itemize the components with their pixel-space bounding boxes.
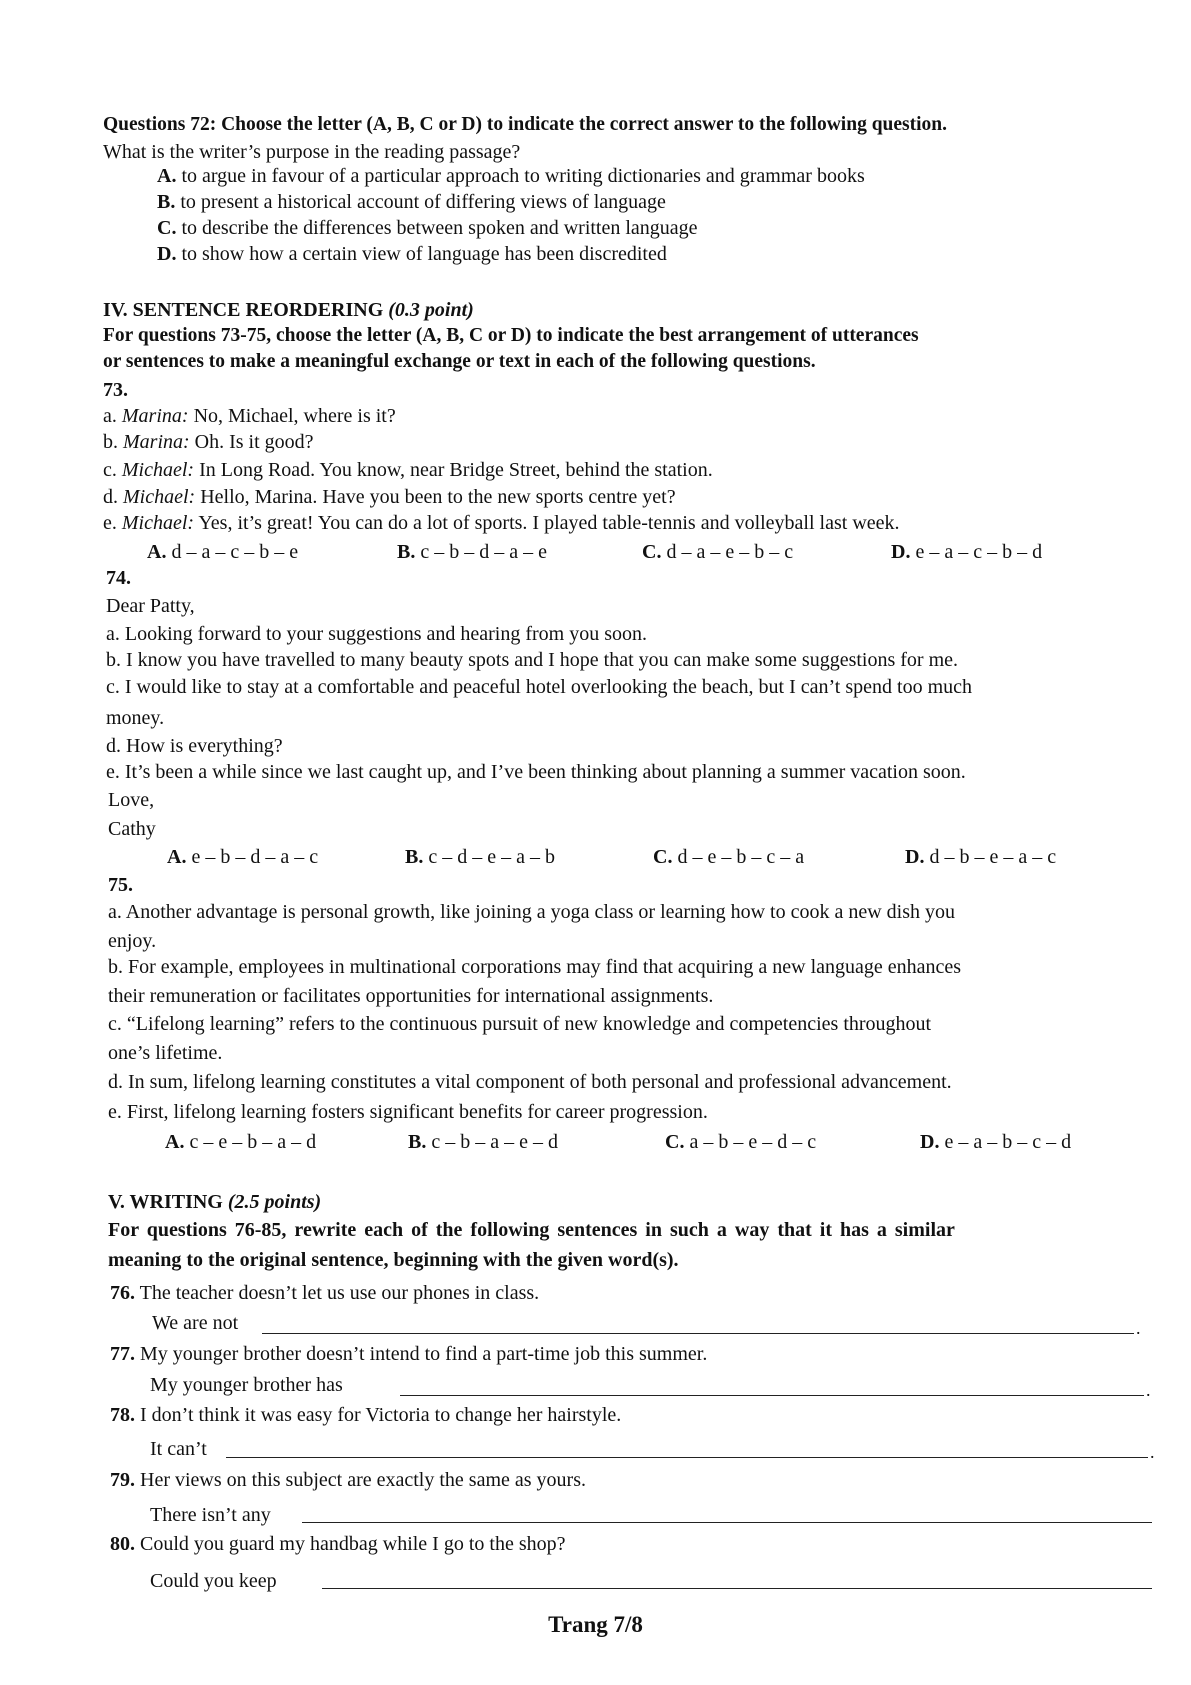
page-number: Trang 7/8 [548, 1612, 643, 1637]
section4-instruction-1: For questions 73-75, choose the letter (A, B, C or D) to indicate the best arrangement of utterances [103, 325, 919, 346]
q76-sentence: 76. The teacher doesn’t let us use our phones in class. [110, 1282, 540, 1304]
q74-option-b: B. c – d – e – a – b [405, 846, 555, 868]
q74-line-a: a. Looking forward to your suggestions and hearing from you soon. [106, 623, 648, 645]
q75-option-d: D. e – a – b – c – d [920, 1131, 1072, 1153]
q75-option-c: C. a – b – e – d – c [665, 1131, 817, 1153]
q73-number: 73. [103, 379, 128, 401]
q75-option-b: B. c – b – a – e – d [408, 1131, 558, 1153]
q73-line-e: e. Michael: Yes, it’s great! You can do a lot of sports. I played table-tennis and volleyball last week. [103, 512, 900, 534]
q72-heading: Questions 72: Choose the letter (A, B, C or D) to indicate the correct answer to the following question. [103, 114, 948, 135]
q79-start: There isn’t any [150, 1504, 271, 1526]
q75-line-d: d. In sum, lifelong learning constitutes a vital component of both personal and professional advancement. [108, 1071, 952, 1093]
q73-line-c: c. Michael: In Long Road. You know, near Bridge Street, behind the station. [103, 459, 713, 481]
q79-answer-line[interactable] [302, 1522, 1152, 1523]
q76-start: We are not [152, 1312, 239, 1334]
q74-option-d: D. d – b – e – a – c [905, 846, 1057, 868]
q80-answer-line[interactable] [322, 1588, 1152, 1589]
q73-line-a: a. Marina: No, Michael, where is it? [103, 405, 396, 427]
q80-sentence: 80. Could you guard my handbag while I go to the shop? [110, 1533, 566, 1555]
q73-option-b: B. c – b – d – a – e [397, 541, 547, 563]
q73-option-a: A. d – a – c – b – e [147, 541, 299, 563]
q75-option-a: A. c – e – b – a – d [165, 1131, 317, 1153]
q80-start: Could you keep [150, 1570, 277, 1592]
q73-line-b: b. Marina: Oh. Is it good? [103, 431, 314, 453]
q77-sentence: 77. My younger brother doesn’t intend to find a part-time job this summer. [110, 1343, 708, 1365]
section5-instruction-2: meaning to the original sentence, beginning with the given word(s). [108, 1249, 679, 1271]
q74-greeting: Dear Patty, [106, 595, 195, 617]
q75-line-e: e. First, lifelong learning fosters significant benefits for career progression. [108, 1101, 708, 1123]
q72-question: What is the writer’s purpose in the reading passage? [103, 141, 521, 163]
q74-number: 74. [106, 567, 131, 589]
section5-heading: V. WRITING (2.5 points) [108, 1191, 322, 1213]
q72-option-c: C. to describe the differences between spoken and written language [157, 217, 698, 239]
section5-instruction-1: For questions 76-85, rewrite each of the following sentences in such a way that it has a similar [108, 1219, 955, 1241]
q76-answer-line[interactable] [262, 1333, 1134, 1334]
q74-line-d: d. How is everything? [106, 735, 283, 757]
q78-period: . [1150, 1442, 1155, 1462]
q73-line-d: d. Michael: Hello, Marina. Have you been to the new sports centre yet? [103, 486, 676, 508]
q75-line-c1: c. “Lifelong learning” refers to the continuous pursuit of new knowledge and competencies throughout [108, 1013, 932, 1035]
q75-line-c2: one’s lifetime. [108, 1042, 223, 1064]
q77-answer-line[interactable] [400, 1395, 1144, 1396]
q77-period: . [1146, 1380, 1151, 1400]
q75-line-a1: a. Another advantage is personal growth, like joining a yoga class or learning how to cook a new dish you [108, 901, 956, 923]
q74-line-e: e. It’s been a while since we last caught up, and I’ve been thinking about planning a summer vacation soon. [106, 761, 966, 783]
q78-sentence: 78. I don’t think it was easy for Victoria to change her hairstyle. [110, 1404, 622, 1426]
q72-option-d: D. to show how a certain view of language has been discredited [157, 243, 667, 265]
q74-line-b: b. I know you have travelled to many beauty spots and I hope that you can make some suggestions for me. [106, 649, 959, 671]
q72-option-b: B. to present a historical account of differing views of language [157, 191, 666, 213]
q75-line-b1: b. For example, employees in multinational corporations may find that acquiring a new language enhances [108, 956, 962, 978]
q73-option-d: D. e – a – c – b – d [891, 541, 1043, 563]
q75-number: 75. [108, 874, 133, 896]
q75-line-b2: their remuneration or facilitates opportunities for international assignments. [108, 985, 714, 1007]
q74-option-c: C. d – e – b – c – a [653, 846, 805, 868]
q76-period: . [1136, 1318, 1141, 1338]
q78-answer-line[interactable] [226, 1457, 1148, 1458]
q74-line-c1: c. I would like to stay at a comfortable and peaceful hotel overlooking the beach, but I can’t spend too much [106, 676, 973, 698]
section4-instruction-2: or sentences to make a meaningful exchange or text in each of the following questions. [103, 351, 816, 372]
q78-start: It can’t [150, 1438, 207, 1460]
q79-sentence: 79. Her views on this subject are exactly the same as yours. [110, 1469, 586, 1491]
q72-option-a: A. to argue in favour of a particular approach to writing dictionaries and grammar books [157, 165, 865, 187]
q75-line-a2: enjoy. [108, 930, 157, 952]
q74-line-c2: money. [106, 707, 165, 729]
q73-option-c: C. d – a – e – b – c [642, 541, 794, 563]
section4-heading: IV. SENTENCE REORDERING (0.3 point) [103, 299, 474, 321]
q74-option-a: A. e – b – d – a – c [167, 846, 319, 868]
q74-closing: Love, [108, 789, 155, 811]
q74-signature: Cathy [108, 818, 156, 840]
q77-start: My younger brother has [150, 1374, 343, 1396]
